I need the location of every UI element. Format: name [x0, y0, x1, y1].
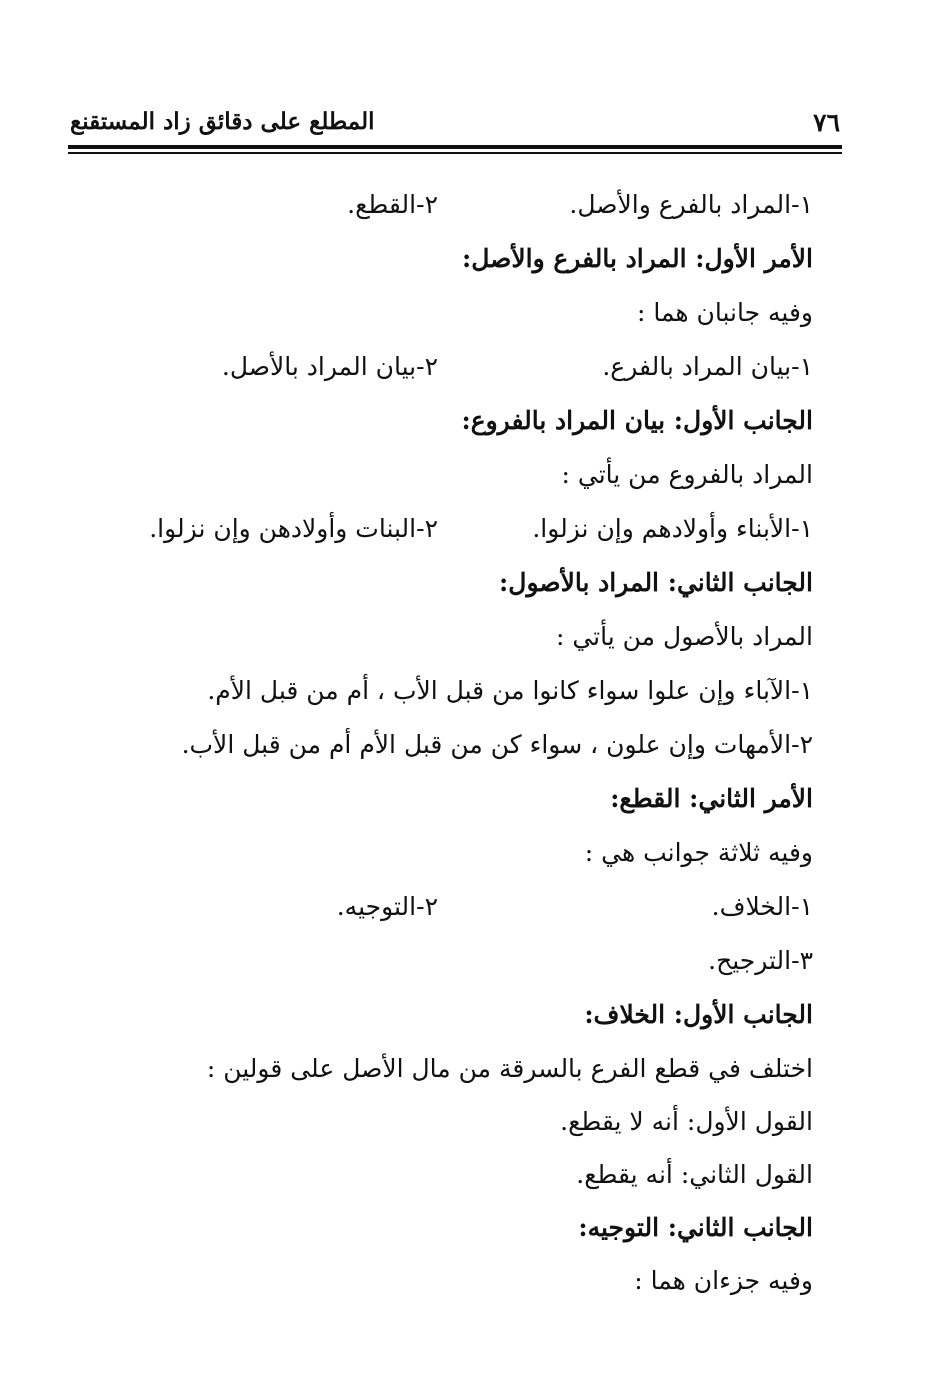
list-item: ١-الخلاف. — [711, 892, 813, 921]
list-item: ١-بيان المراد بالفرع. — [602, 352, 813, 381]
paragraph: وفيه جزءان هما : — [634, 1266, 813, 1295]
section-heading: الجانب الأول: بيان المراد بالفروع: — [461, 406, 813, 435]
list-item: ١-الآباء وإن علوا سواء كانوا من قبل الأب ، أم من قبل الأم. — [207, 676, 813, 705]
paragraph: اختلف في قطع الفرع بالسرقة من مال الأصل على قولين : — [206, 1054, 813, 1083]
paragraph: وفيه جانبان هما : — [636, 298, 813, 327]
section-heading: الجانب الثاني: التوجيه: — [578, 1213, 813, 1242]
header-rule-thin — [68, 152, 842, 154]
header-rule-thick — [68, 145, 842, 149]
book-title: المطلع على دقائق زاد المستقنع — [70, 108, 375, 135]
section-heading: الجانب الثاني: المراد بالأصول: — [499, 568, 813, 597]
list-item: ٢-البنات وأولادهن وإن نزلوا. — [149, 514, 438, 543]
list-row — [123, 340, 813, 394]
paragraph: المراد بالفروع من يأتي : — [561, 460, 813, 489]
section-heading: الجانب الأول: الخلاف: — [584, 1000, 813, 1029]
paragraph: وفيه ثلاثة جوانب هي : — [584, 838, 813, 867]
list-item: ١-المراد بالفرع والأصل. — [569, 190, 813, 219]
list-row — [123, 178, 813, 232]
section-heading: الأمر الثاني: القطع: — [610, 784, 813, 813]
list-item: ١-الأبناء وأولادهم وإن نزلوا. — [532, 514, 813, 543]
page-header — [70, 108, 840, 144]
paragraph: القول الثاني: أنه يقطع. — [576, 1160, 813, 1189]
list-row — [123, 880, 813, 934]
list-item: ٢-بيان المراد بالأصل. — [221, 352, 438, 381]
paragraph: المراد بالأصول من يأتي : — [555, 622, 813, 651]
page-body — [123, 178, 813, 1307]
list-item: ٢-الأمهات وإن علون ، سواء كن من قبل الأم أم من قبل الأب. — [181, 730, 813, 759]
paragraph: القول الأول: أنه لا يقطع. — [560, 1107, 813, 1136]
list-item: ٣-الترجيح. — [708, 946, 813, 975]
list-item: ٢-التوجيه. — [336, 892, 438, 921]
list-item: ٢-القطع. — [347, 190, 438, 219]
section-heading: الأمر الأول: المراد بالفرع والأصل: — [462, 244, 813, 273]
page-number: ٧٦ — [813, 108, 840, 137]
list-row — [123, 502, 813, 556]
